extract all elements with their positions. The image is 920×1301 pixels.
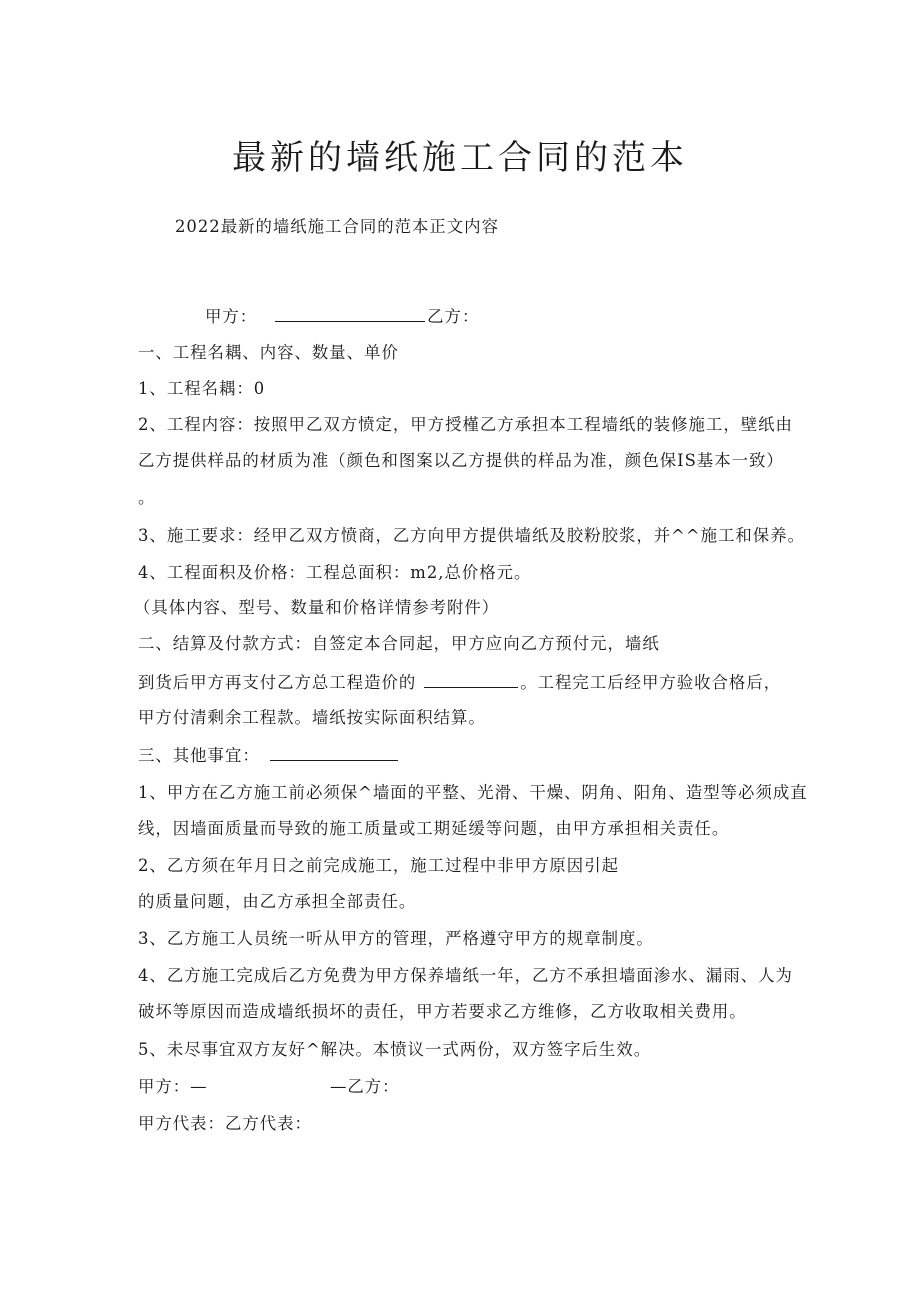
other1-line2: 线，因墙面质量而导致的施工质量或工期延缓等问题，由甲方承担相关责任。 <box>138 819 730 838</box>
section2-line2 <box>138 670 781 695</box>
item2-line2: 乙方提供样品的材质为准（颜色和图案以乙方提供的样品为准，颜色保IS基本一致） <box>138 451 784 470</box>
item2-line1: 2、工程内容：按照甲乙双方愤定，甲方授槿乙方承担本工程墙纸的装修施工，壁纸由 <box>138 415 793 434</box>
section2-line3: 甲方付清剩余工程款。墙纸按实际面积结算。 <box>138 708 486 727</box>
representatives-line: 甲方代表：乙方代表： <box>138 1114 312 1133</box>
other4-line1: 4、乙方施工完成后乙方免费为甲方保养墙纸一年，乙方不承担墙面渗水、漏雨、人为 <box>138 966 793 985</box>
document-subtitle: 2022最新的墙纸施工合同的范本正文内容 <box>175 217 499 236</box>
other3: 3、乙方施工人员统一听从甲方的管理，严格遵守甲方的规章制度。 <box>138 929 654 948</box>
other2-line1: 2、乙方须在年月日之前完成施工，施工过程中非甲方原因引起 <box>138 856 619 875</box>
other2-line2: 的质量问题，由乙方承担全部责任。 <box>138 892 417 911</box>
percentage-blank <box>424 670 518 688</box>
item4-area-price: 4、工程面积及价格：工程总面积：m2,总价格元。 <box>138 563 532 582</box>
document-title: 最新的墙纸施工合同的范本 <box>232 138 688 178</box>
sign-party-b: —乙方： <box>330 1077 400 1096</box>
item1-project-name: 1、工程名耦：0 <box>138 379 266 398</box>
other1-line1: 1、甲方在乙方施工前必须保^墙面的平整、光滑、干燥、阴角、阳角、造型等必须成直 <box>138 783 808 802</box>
parties-line <box>205 304 479 329</box>
item2-line3: 。 <box>138 488 156 507</box>
party-a-label: 甲方： <box>205 307 258 326</box>
other5: 5、未尽事宜双方友好^解决。本愤议一式两份，双方签字后生效。 <box>138 1040 652 1059</box>
item3-requirements: 3、施工要求：经甲乙双方愤商，乙方向甲方提供墙纸及胶粉胶浆，并^^施工和保养。 <box>138 526 805 545</box>
section1-heading: 一、工程名耦、内容、数量、单价 <box>138 343 399 362</box>
section2-line2-pre: 到货后甲方再支付乙方总工程造价的 <box>138 673 417 692</box>
section3-heading: 三、其他事宜： <box>138 746 260 765</box>
section3-heading-line <box>138 743 400 768</box>
section2-line2-post: 。工程完工后经甲方验收合格后， <box>520 673 782 692</box>
party-b-label: 乙方： <box>427 307 480 326</box>
sign-party-a: 甲方：— <box>138 1077 208 1096</box>
other-matters-blank <box>270 743 398 761</box>
section2-line1: 二、结算及付款方式：自签定本合同起，甲方应向乙方预付元，墙纸 <box>138 634 660 653</box>
other4-line2: 破坏等原因而造成墙纸损坏的责任，甲方若要求乙方维修，乙方收取相关费用。 <box>138 1002 747 1021</box>
party-a-blank <box>275 304 425 322</box>
item4-note: （具体内容、型号、数量和价格详情参考附件） <box>134 598 500 617</box>
